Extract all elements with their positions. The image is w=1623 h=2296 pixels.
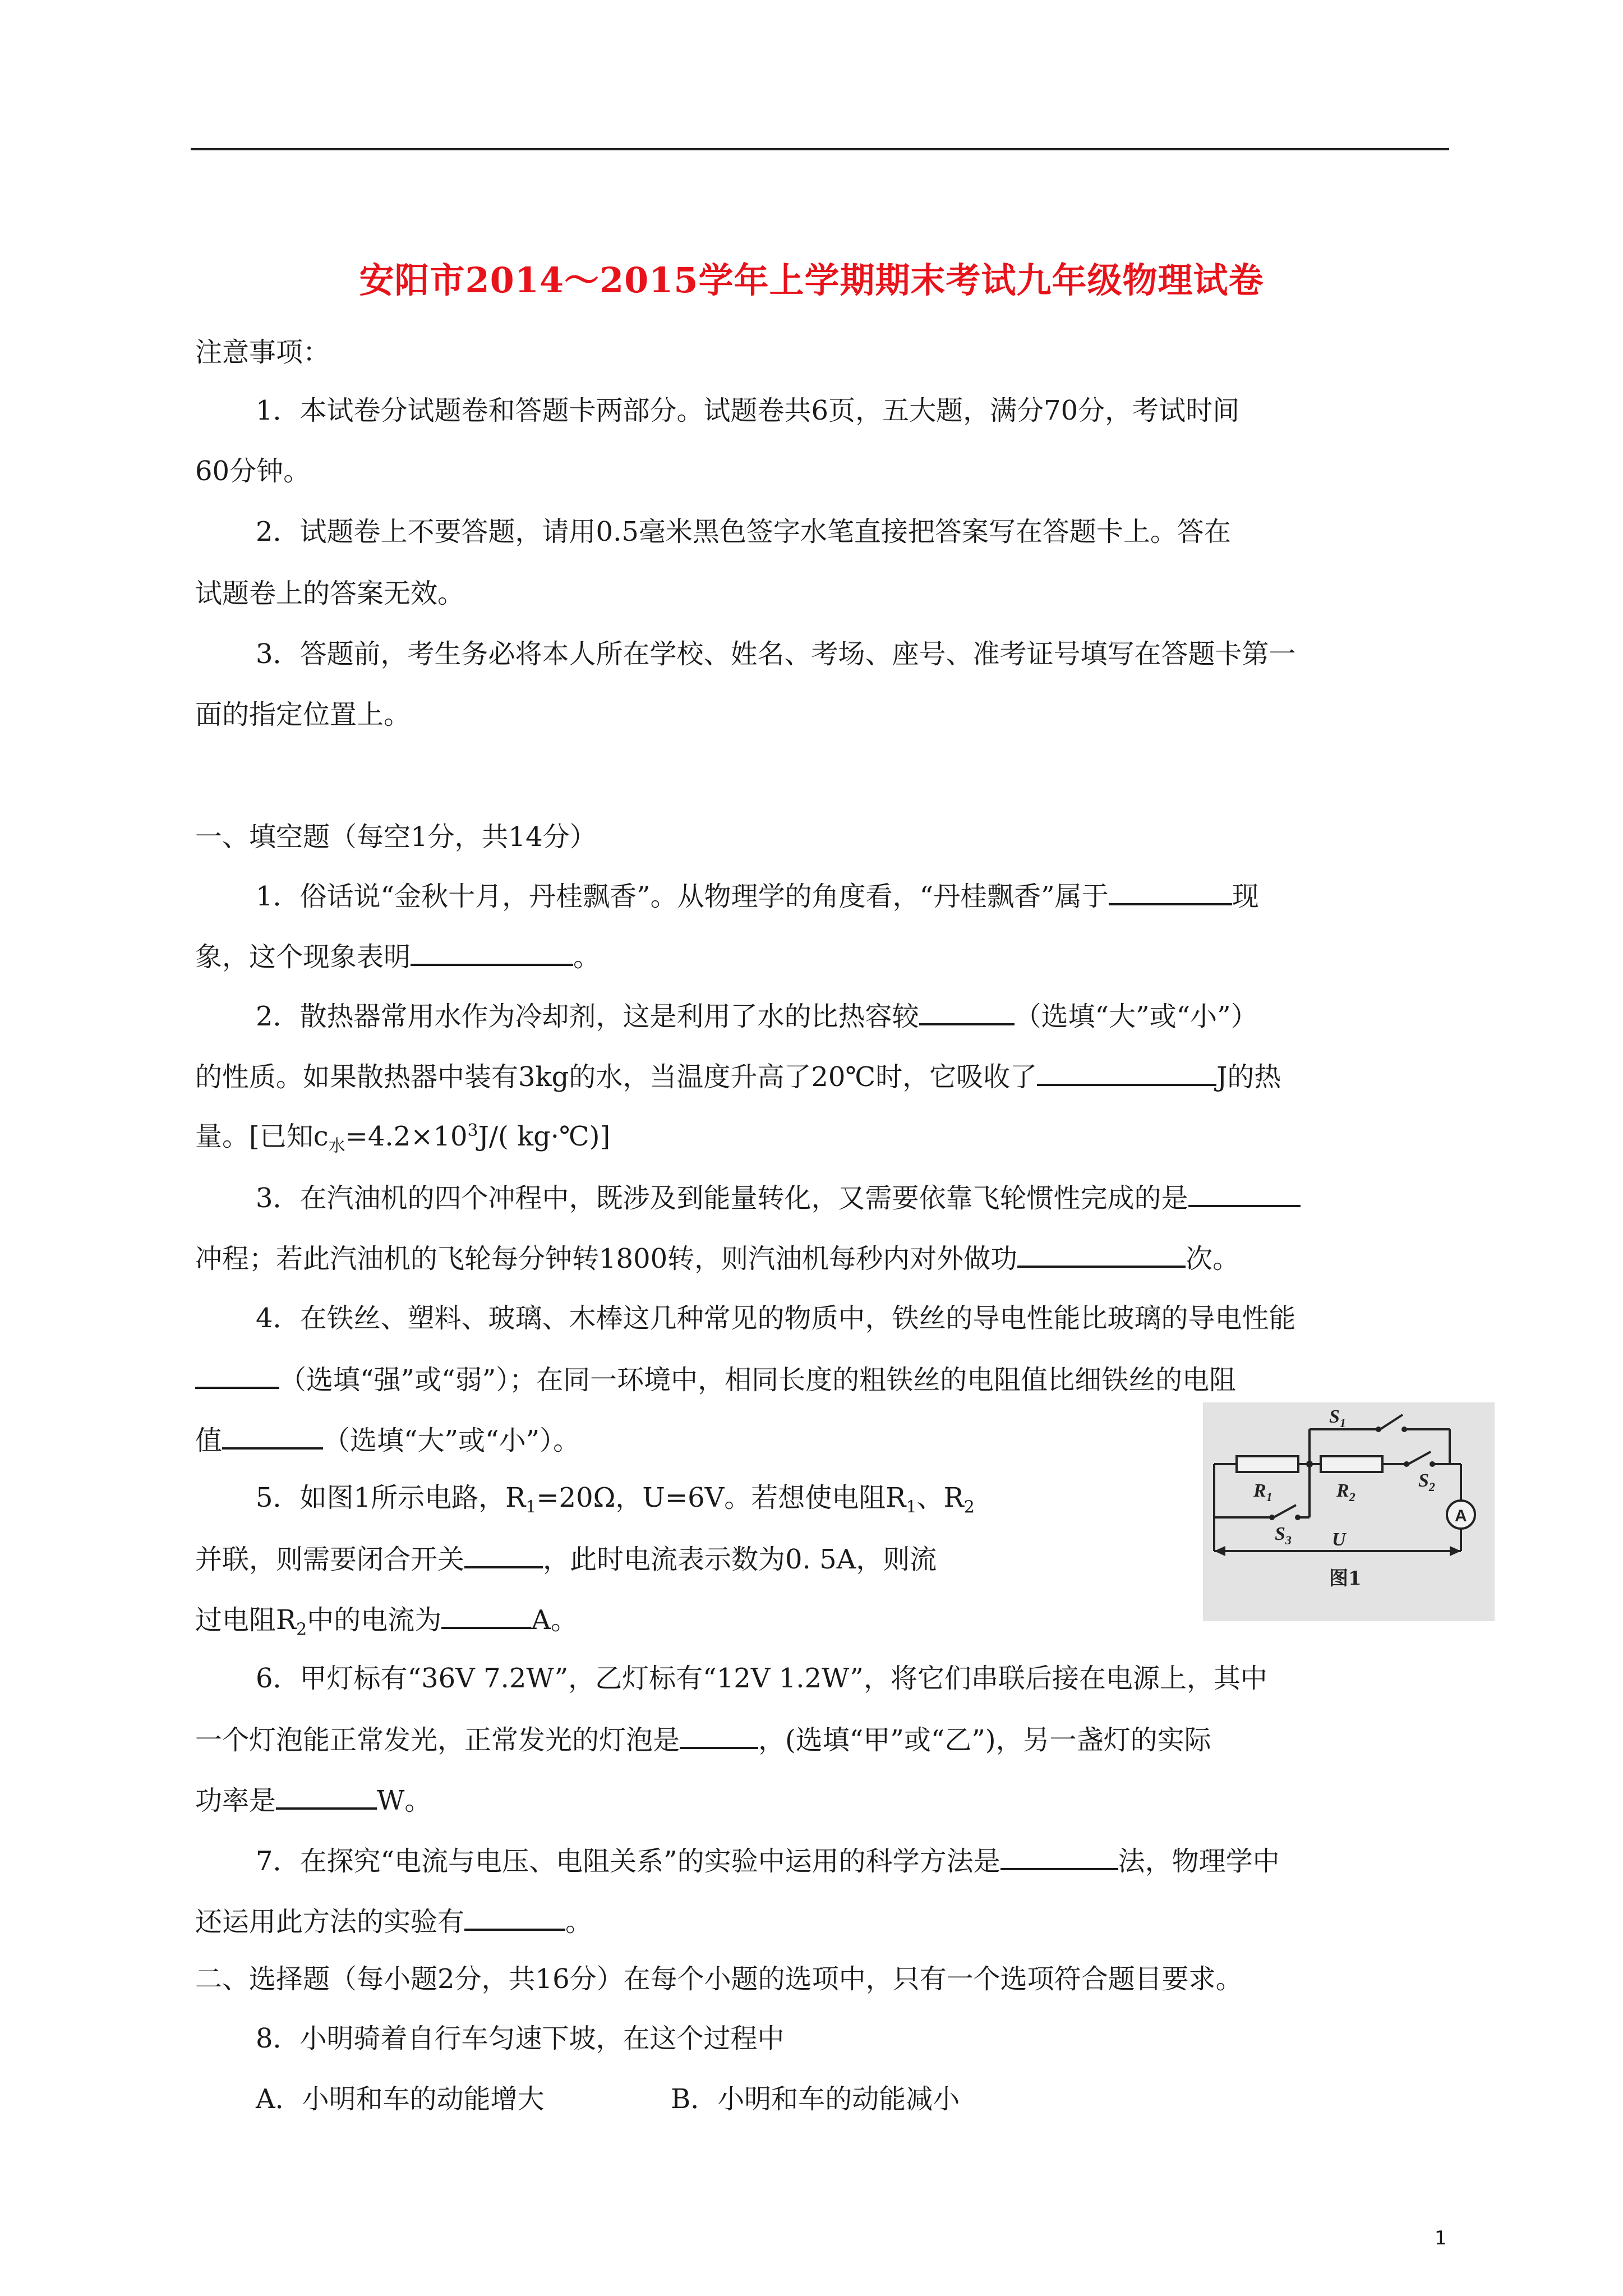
subscript: 2 bbox=[963, 1497, 975, 1517]
answer-blank[interactable] bbox=[222, 1423, 323, 1450]
notice-item-2-line-1: 2．试题卷上不要答题，请用0.5毫米黑色签字水笔直接把答案写在答题卡上。答在 bbox=[256, 516, 1231, 547]
notice-item-1-line-2: 60分钟。 bbox=[195, 455, 311, 487]
question-text: =20Ω，U=6V。若想使电阻R bbox=[536, 1482, 906, 1513]
question-6-line-2 bbox=[195, 1722, 1211, 1757]
voltage-label: U bbox=[1332, 1529, 1346, 1550]
question-5-line-2 bbox=[195, 1542, 937, 1576]
question-text: 次。 bbox=[1186, 1243, 1240, 1274]
question-2-line-2 bbox=[195, 1059, 1281, 1094]
question-text: 象，这个现象表明 bbox=[195, 941, 411, 973]
answer-blank[interactable] bbox=[1000, 1843, 1118, 1870]
answer-blank[interactable] bbox=[1037, 1059, 1216, 1086]
question-text: 、R bbox=[916, 1482, 964, 1513]
subscript: 1 bbox=[906, 1497, 917, 1517]
header-rule bbox=[191, 148, 1449, 150]
question-text: 中的电流为 bbox=[307, 1604, 442, 1636]
figure-caption: 图1 bbox=[1329, 1567, 1362, 1590]
subscript: 2 bbox=[296, 1619, 307, 1640]
notice-item-1-line-1: 1．本试卷分试题卷和答题卡两部分。试题卷共6页，五大题，满分70分，考试时间 bbox=[256, 395, 1240, 426]
question-text: J的热 bbox=[1216, 1061, 1281, 1093]
question-3-line-1 bbox=[256, 1180, 1301, 1215]
r1-label: $R_1$ bbox=[1253, 1480, 1272, 1504]
answer-blank[interactable] bbox=[1017, 1241, 1186, 1268]
subscript: 1 bbox=[525, 1497, 537, 1517]
question-5-line-3 bbox=[195, 1602, 578, 1640]
answer-blank[interactable] bbox=[1188, 1180, 1301, 1207]
question-5-line-1 bbox=[256, 1481, 975, 1515]
question-7-line-2 bbox=[195, 1904, 592, 1939]
answer-blank[interactable] bbox=[919, 999, 1015, 1025]
question-text: 过电阻R bbox=[195, 1604, 297, 1636]
question-text: 功率是 bbox=[195, 1785, 276, 1816]
question-text: ，(选填“甲”或“乙”)，另一盏灯的实际 bbox=[758, 1724, 1211, 1756]
answer-blank[interactable] bbox=[441, 1602, 531, 1629]
answer-blank[interactable] bbox=[464, 1542, 543, 1568]
question-6-line-3 bbox=[195, 1783, 431, 1818]
circuit-figure bbox=[1203, 1402, 1495, 1621]
answer-blank[interactable] bbox=[464, 1904, 565, 1931]
s1-label: $S_1$ bbox=[1329, 1406, 1346, 1430]
question-text: 。 bbox=[565, 1906, 593, 1938]
question-6-line-1: 6．甲灯标有“36V 7.2W”，乙灯标有“12V 1.2W”，将它们串联后接在电源上，其中 bbox=[256, 1663, 1267, 1694]
question-text: （选填“大”或“小”）。 bbox=[323, 1425, 580, 1456]
question-8-stem: 8．小明骑着自行车匀速下坡，在这个过程中 bbox=[256, 2023, 785, 2054]
circuit-diagram bbox=[1203, 1402, 1495, 1621]
question-text: A。 bbox=[531, 1604, 578, 1636]
question-4-line-2 bbox=[195, 1362, 1236, 1397]
question-4-line-3 bbox=[195, 1423, 580, 1457]
section-2-heading: 二、选择题（每小题2分，共16分）在每个小题的选项中，只有一个选项符合题目要求。 bbox=[195, 1963, 1243, 1995]
subscript: 水 bbox=[328, 1136, 345, 1156]
r2-label: $R_2$ bbox=[1336, 1480, 1355, 1504]
question-text: （选填“大”或“小”） bbox=[1014, 1001, 1258, 1032]
question-8-option-a: A．小明和车的动能增大 bbox=[256, 2083, 545, 2115]
question-text: 1．俗话说“金秋十月，丹桂飘香”。从物理学的角度看，“丹桂飘香”属于 bbox=[256, 881, 1109, 912]
question-text: 现 bbox=[1232, 881, 1259, 912]
question-7-line-1 bbox=[256, 1843, 1280, 1878]
question-text: 量。[已知c bbox=[195, 1121, 329, 1152]
page-number: 1 bbox=[1435, 2227, 1447, 2249]
notice-heading: 注意事项： bbox=[195, 337, 330, 368]
question-text: 。 bbox=[573, 941, 601, 973]
question-text: 法，物理学中 bbox=[1118, 1846, 1280, 1877]
question-text: 2．散热器常用水作为冷却剂，这是利用了水的比热容较 bbox=[256, 1001, 919, 1032]
notice-item-2-line-2: 试题卷上的答案无效。 bbox=[195, 578, 465, 609]
question-text: W。 bbox=[377, 1785, 432, 1816]
question-1-line-2 bbox=[195, 939, 600, 974]
answer-blank[interactable] bbox=[276, 1783, 377, 1810]
question-text: =4.2×10 bbox=[345, 1121, 468, 1152]
notice-item-3-line-1: 3．答题前，考生务必将本人所在学校、姓名、考场、座号、准考证号填写在答题卡第一 bbox=[256, 638, 1296, 670]
answer-blank[interactable] bbox=[195, 1362, 279, 1389]
question-text: （选填“强”或“弱”）；在同一环境中，相同长度的粗铁丝的电阻值比细铁丝的电阻 bbox=[279, 1364, 1237, 1396]
question-1-line-1 bbox=[256, 878, 1259, 913]
question-4-line-1: 4．在铁丝、塑料、玻璃、木棒这几种常见的物质中，铁丝的导电性能比玻璃的导电性能 bbox=[256, 1303, 1296, 1334]
question-text: J/( kg·℃)] bbox=[478, 1121, 611, 1152]
superscript: 3 bbox=[467, 1121, 478, 1140]
answer-blank[interactable] bbox=[411, 939, 573, 966]
question-2-line-1 bbox=[256, 999, 1258, 1033]
notice-item-3-line-2: 面的指定位置上。 bbox=[195, 699, 411, 730]
question-text: 一个灯泡能正常发光，正常发光的灯泡是 bbox=[195, 1724, 680, 1756]
question-text: 3．在汽油机的四个冲程中，既涉及到能量转化，又需要依靠飞轮惯性完成的是 bbox=[256, 1182, 1188, 1214]
question-text: 并联，则需要闭合开关 bbox=[195, 1544, 465, 1575]
question-text: 值 bbox=[195, 1425, 223, 1456]
answer-blank[interactable] bbox=[680, 1722, 758, 1749]
question-text: 的性质。如果散热器中装有3kg的水，当温度升高了20℃时，它吸收了 bbox=[195, 1061, 1038, 1093]
question-3-line-2 bbox=[195, 1241, 1239, 1276]
s3-label: $S_3$ bbox=[1275, 1524, 1292, 1547]
question-text: 7．在探究“电流与电压、电阻关系”的实验中运用的科学方法是 bbox=[256, 1846, 1000, 1877]
question-2-line-3 bbox=[195, 1120, 611, 1156]
ammeter-label: A bbox=[1455, 1507, 1467, 1525]
section-1-heading: 一、填空题（每空1分，共14分） bbox=[195, 821, 597, 853]
question-text: ，此时电流表示数为0. 5A，则流 bbox=[543, 1544, 937, 1575]
s2-label: $S_2$ bbox=[1418, 1470, 1435, 1494]
question-text: 还运用此方法的实验有 bbox=[195, 1906, 465, 1938]
question-8-option-b: B．小明和车的动能减小 bbox=[671, 2083, 960, 2115]
question-text: 冲程；若此汽油机的飞轮每分钟转1800转，则汽油机每秒内对外做功 bbox=[195, 1243, 1018, 1274]
question-text: 5．如图1所示电路，R bbox=[256, 1482, 526, 1513]
page-title: 安阳市2014～2015学年上学期期末考试九年级物理试卷 bbox=[359, 260, 1264, 301]
answer-blank[interactable] bbox=[1109, 878, 1232, 905]
